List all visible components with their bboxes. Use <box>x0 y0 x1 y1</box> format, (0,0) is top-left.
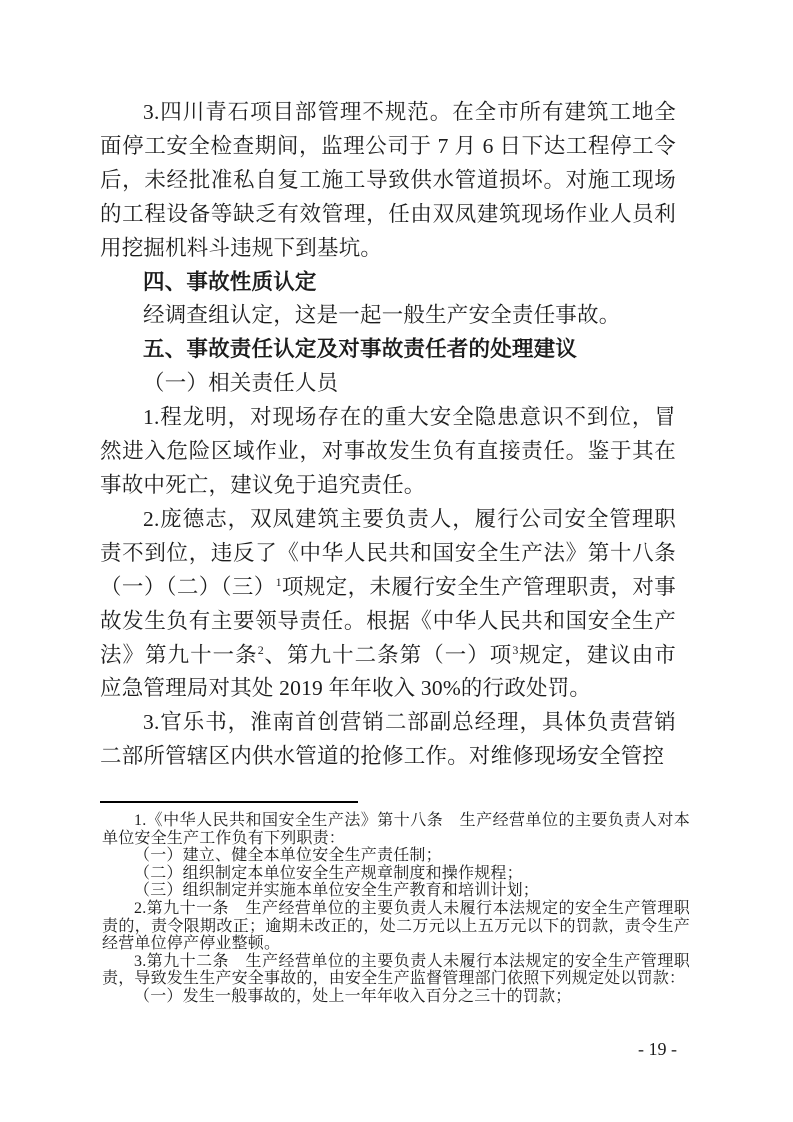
footnote-item-article92: 3.第九十二条 生产经营单位的主要负责人未履行本法规定的安全生产管理职责，导致发生生产安全事故的，由安全生产监督管理部门依照下列规定处以罚款： <box>102 952 690 988</box>
page-number: - 19 - <box>638 1039 677 1059</box>
footnote-item-article18-clause1: （一）建立、健全本单位安全生产责任制； <box>134 847 442 865</box>
pang-text-segment-4: 规定，建议由市应急管理局对其处 2019 年年收入 30%的行政处罚。 <box>100 642 676 701</box>
footnote-item-article92-clause1: （一）发生一般事故的，处上一年年收入百分之三十的罚款； <box>134 987 572 1005</box>
section-heading-accident-nature: 四、事故性质认定 <box>143 269 317 294</box>
footnote-item-article91: 2.第九十一条 生产经营单位的主要负责人未履行本法规定的安全生产管理职责的，责令限期改正；逾期未改正的，处二万元以上五万元以下的罚款，责令生产经营单位停产停业整顿。 <box>102 899 690 953</box>
paragraph-pang-dezhi <box>100 503 676 706</box>
section-heading-responsibility: 五、事故责任认定及对事故责任者的处理建议 <box>143 337 578 362</box>
paragraph-cheng-longming: 1.程龙明，对现场存在的重大安全隐患意识不到位，冒然进入危险区域作业，对事故发生负有直接责任。鉴于其在事故中死亡，建议免于追究责任。 <box>100 405 676 497</box>
paragraph-accident-nature: 经调查组认定，这是一起一般生产安全责任事故。 <box>143 303 621 328</box>
footnote-ref-2: 2 <box>257 642 264 657</box>
footnote-ref-3: 3 <box>512 642 519 657</box>
subheading-responsible-persons: （一）相关责任人员 <box>143 371 339 396</box>
footnote-item-article18-clause3: （三）组织制定并实施本单位安全生产教育和培训计划； <box>134 882 540 900</box>
footnote-ref-1: 1 <box>275 574 282 589</box>
footnote-item-article18-clause2: （二）组织制定本单位安全生产规章制度和操作规程； <box>134 864 523 882</box>
paragraph-guan-leshu: 3.官乐书，淮南首创营销二部副总经理，具体负责营销二部所管辖区内供水管道的抢修工作。对维修现场安全管控 <box>100 710 676 769</box>
footnote-block <box>102 812 690 1006</box>
pang-text-segment-2: 项规定，未履行安全生产管理职责，对事故发生负有主要领导责任。根据《中华人民共和国安全生产法》第九十一条 <box>100 574 676 667</box>
footnote-separator-line <box>100 801 358 803</box>
paragraph-sichuan-qingshi: 3.四川青石项目部管理不规范。在全市所有建筑工地全面停工安全检查期间，监理公司于 7 月 6 日下达工程停工令后，未经批准私自复工施工导致供水管道损坏。对施工现场的工程设备等缺乏有效管理，任由双凤建筑现场作业人员利用挖掘机料斗违规下到基坑。 <box>100 100 676 260</box>
pang-text-segment-3: 、第九十二条第（一）项 <box>263 642 513 667</box>
pang-text-segment-1: 2.庞德志，双凤建筑主要负责人，履行公司安全管理职责不到位，违反了《中华人民共和国安全生产法》第十八条（一）（二）（三） <box>100 506 676 599</box>
footnote-item-law-article18: 1.《中华人民共和国安全生产法》第十八条 生产经营单位的主要负责人对本单位安全生产工作负有下列职责： <box>102 812 690 847</box>
body-text-block <box>100 96 676 774</box>
